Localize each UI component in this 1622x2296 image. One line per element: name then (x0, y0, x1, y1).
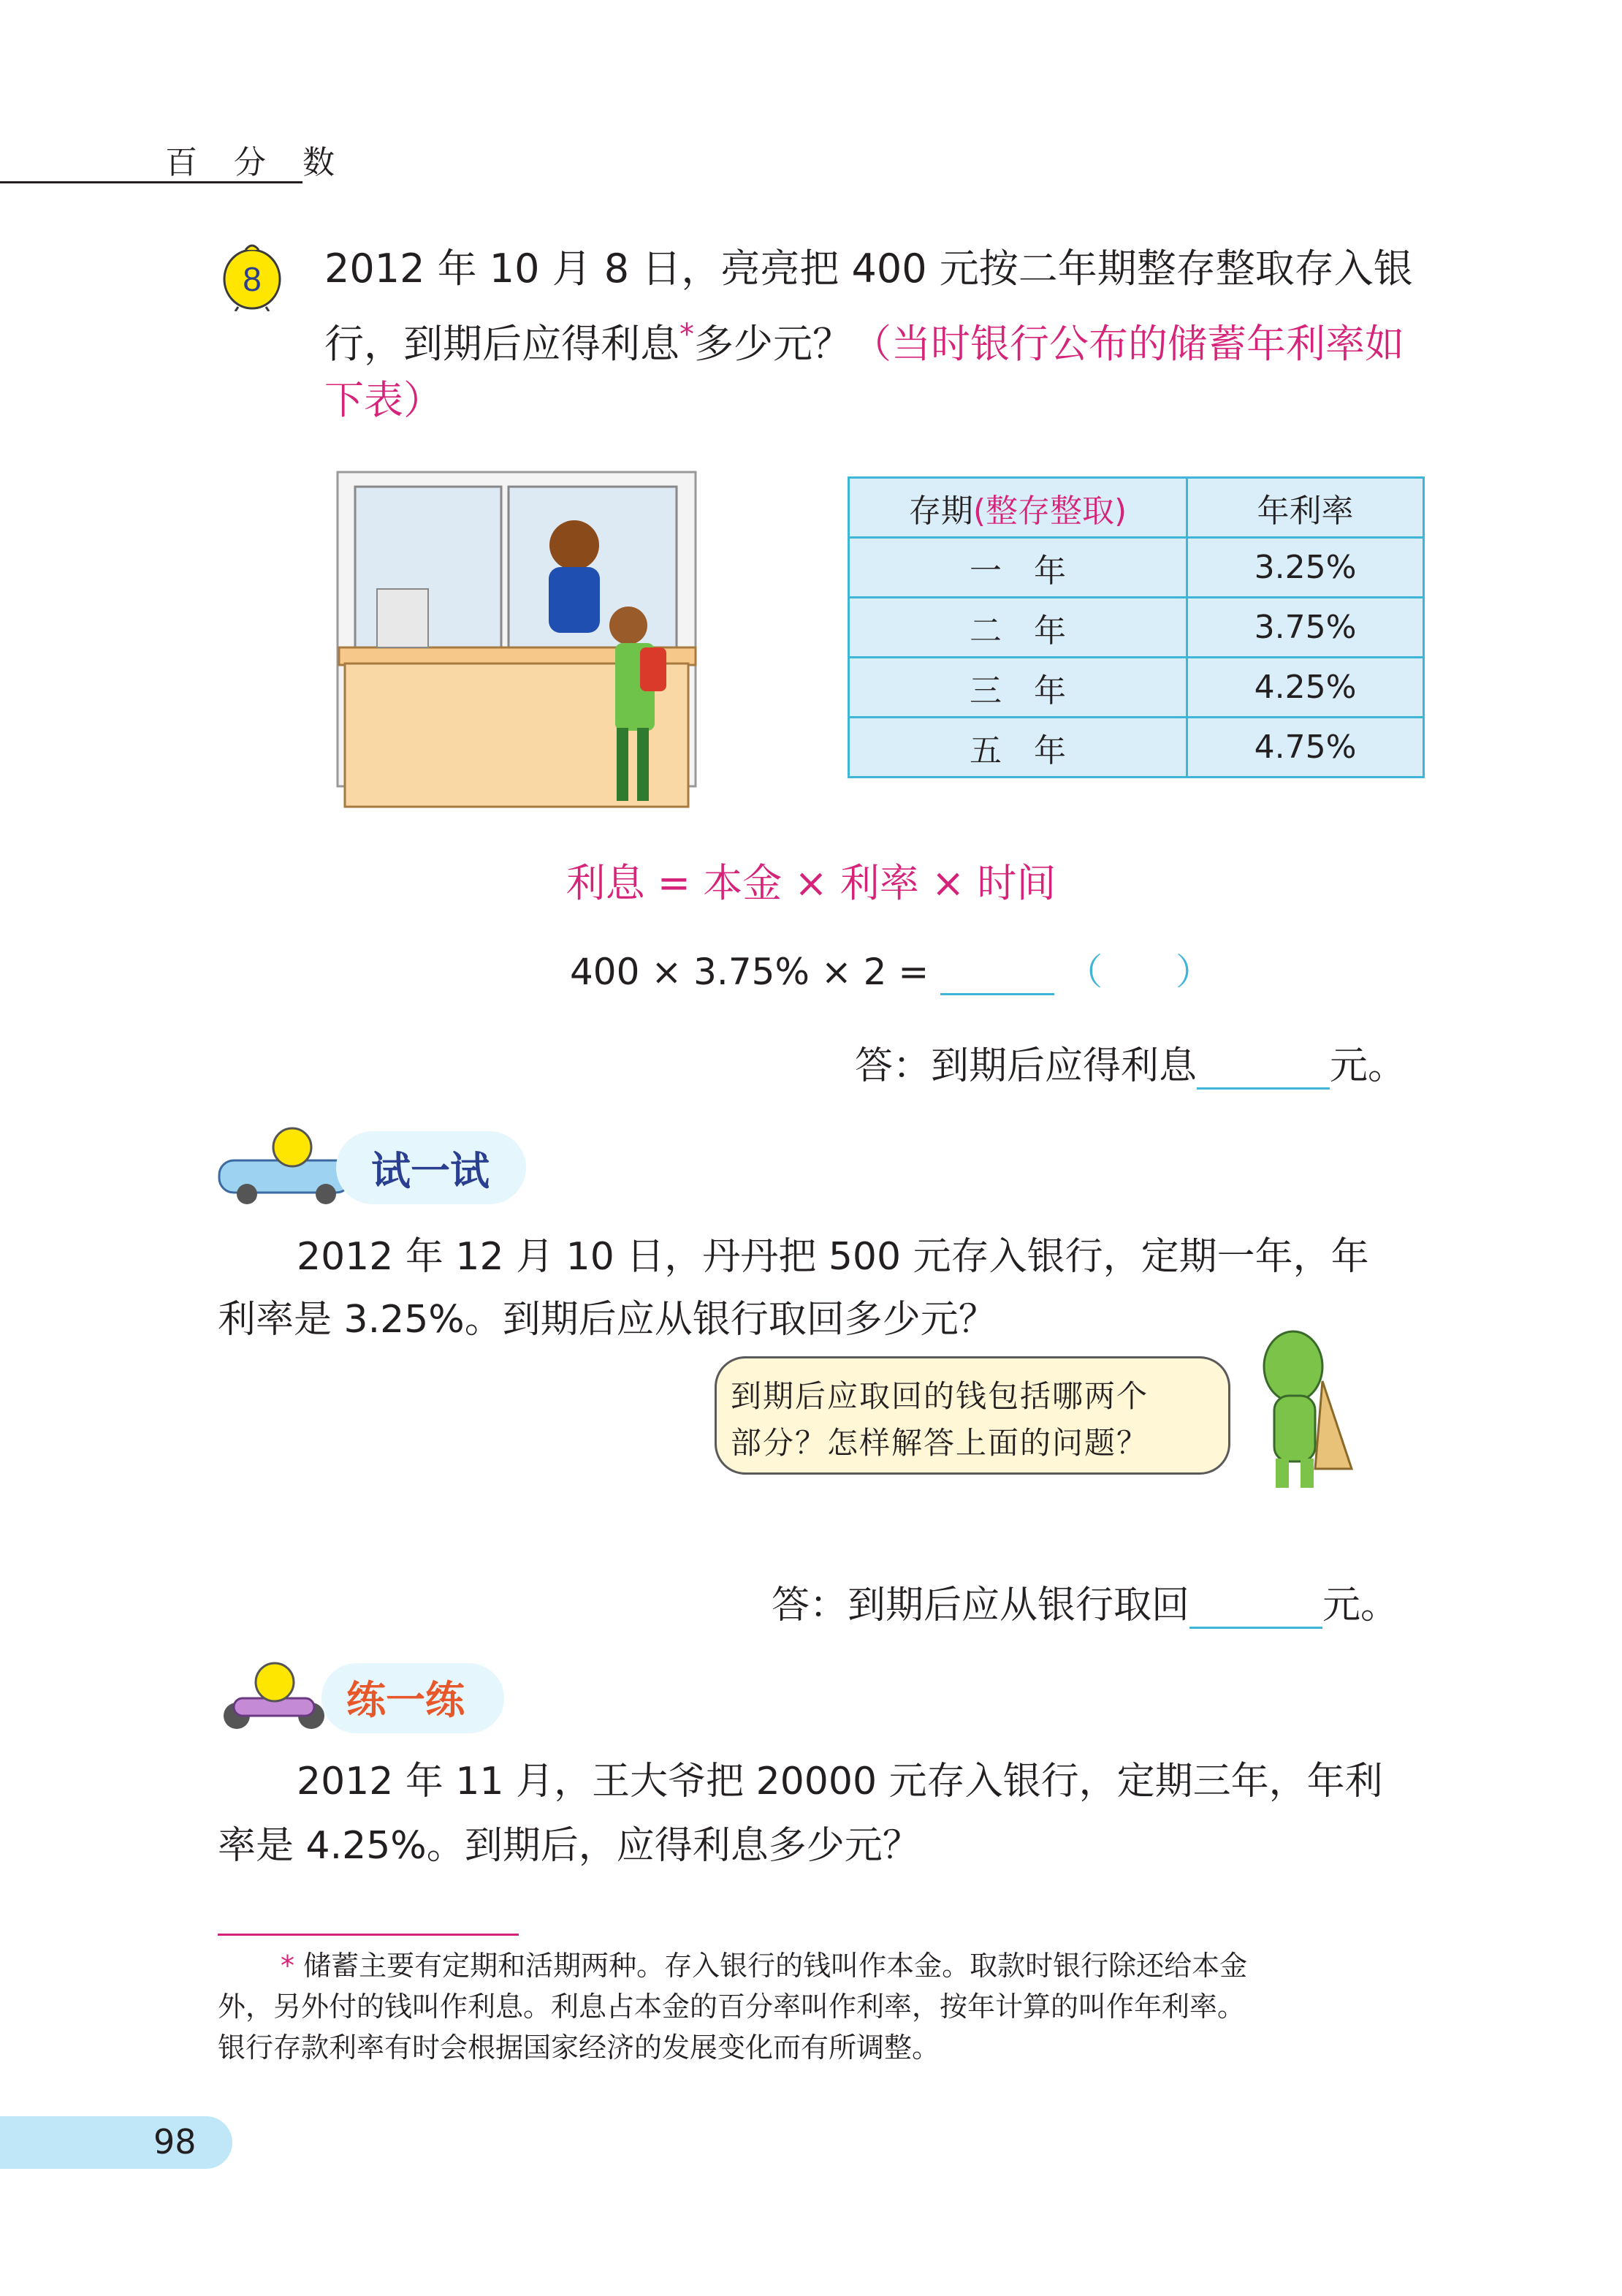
practice-problem-line2: 率是 4.25%。到期后，应得利息多少元？ (218, 1824, 921, 1868)
question-text: 行，到期后应得利息 (324, 321, 679, 367)
footnote-star: * (281, 1950, 294, 1982)
motorbike-mascot-icon (212, 1659, 336, 1732)
interest-formula: 利息 = 本金 × 利率 × 时间 (566, 860, 1056, 906)
interest-rate-table (848, 476, 1425, 778)
answer-blank[interactable] (1189, 1584, 1322, 1629)
calculation-expression: 400 × 3.75% × 2 = (570, 951, 929, 993)
hint-line1: 到期后应取回的钱包括哪两个 (731, 1378, 1149, 1414)
hint-line2: 部分？怎样解答上面的问题？ (731, 1425, 1149, 1461)
example-question-line2 (324, 311, 1404, 368)
try-problem-line1: 2012 年 12 月 10 日，丹丹把 500 元存入银行，定期一年，年 (297, 1235, 1369, 1279)
footnote-line2: 外，另外付的钱叫作利息。利息占本金的百分率叫作利率，按年计算的叫作年利率。 (218, 1991, 1246, 2023)
rate-cell: 4.25% (1187, 658, 1424, 718)
example-question-line3: 下表） (324, 377, 443, 423)
header-term: 存期(整存整取) (849, 478, 1187, 538)
dinosaur-mascot-icon (1242, 1323, 1359, 1498)
table-row (849, 598, 1424, 658)
answer-blank[interactable] (940, 954, 1054, 995)
example-question-line1: 2012 年 10 月 8 日，亮亮把 400 元按二年期整存整取存入银 (324, 246, 1413, 292)
header-rate: 年利率 (1187, 478, 1424, 538)
term-cell: 三 年 (849, 658, 1187, 718)
rate-cell: 4.75% (1187, 718, 1424, 778)
calculation-line (570, 943, 1212, 995)
footnote-star: * (679, 318, 694, 351)
try-problem-line2: 利率是 3.25%。到期后应从银行取回多少元？ (218, 1298, 997, 1342)
practice-section-title: 练一练 (346, 1677, 465, 1723)
chapter-title: 百 分 数 (165, 144, 348, 181)
answer-line-2: 答：到期后应从银行取回 元。 (772, 1584, 1399, 1627)
question-text-b: 多少元？ (694, 321, 852, 367)
page-number-tab (0, 2116, 232, 2169)
rate-cell: 3.75% (1187, 598, 1424, 658)
table-row (849, 658, 1424, 718)
page-number: 98 (153, 2122, 197, 2162)
answer-blank[interactable] (1197, 1045, 1330, 1090)
header-rule (0, 181, 302, 183)
term-cell: 二 年 (849, 598, 1187, 658)
term-cell: 五 年 (849, 718, 1187, 778)
try-section-title: 试一试 (371, 1148, 490, 1194)
practice-problem-line1: 2012 年 11 月，王大爷把 20000 元存入银行，定期三年，年利 (297, 1760, 1383, 1803)
example-number-badge (216, 240, 288, 311)
term-cell: 一 年 (849, 538, 1187, 598)
table-header-row (849, 478, 1424, 538)
rate-cell: 3.25% (1187, 538, 1424, 598)
table-row (849, 718, 1424, 778)
answer-line-1: 答：到期后应得利息 元。 (855, 1044, 1406, 1088)
example-number: 8 (243, 260, 262, 298)
footnote-line1: * 储蓄主要有定期和活期两种。存入银行的钱叫作本金。取款时银行除还给本金 (281, 1950, 1248, 1982)
footnote-line3: 银行存款利率有时会根据国家经济的发展变化而有所调整。 (218, 2031, 940, 2064)
unit-parentheses: （ ） (1066, 951, 1213, 993)
table-row (849, 538, 1424, 598)
bank-counter-illustration (326, 465, 706, 816)
footnote-rule (218, 1934, 519, 1936)
rate-note: （当时银行公布的储蓄年利率如 (852, 321, 1404, 367)
